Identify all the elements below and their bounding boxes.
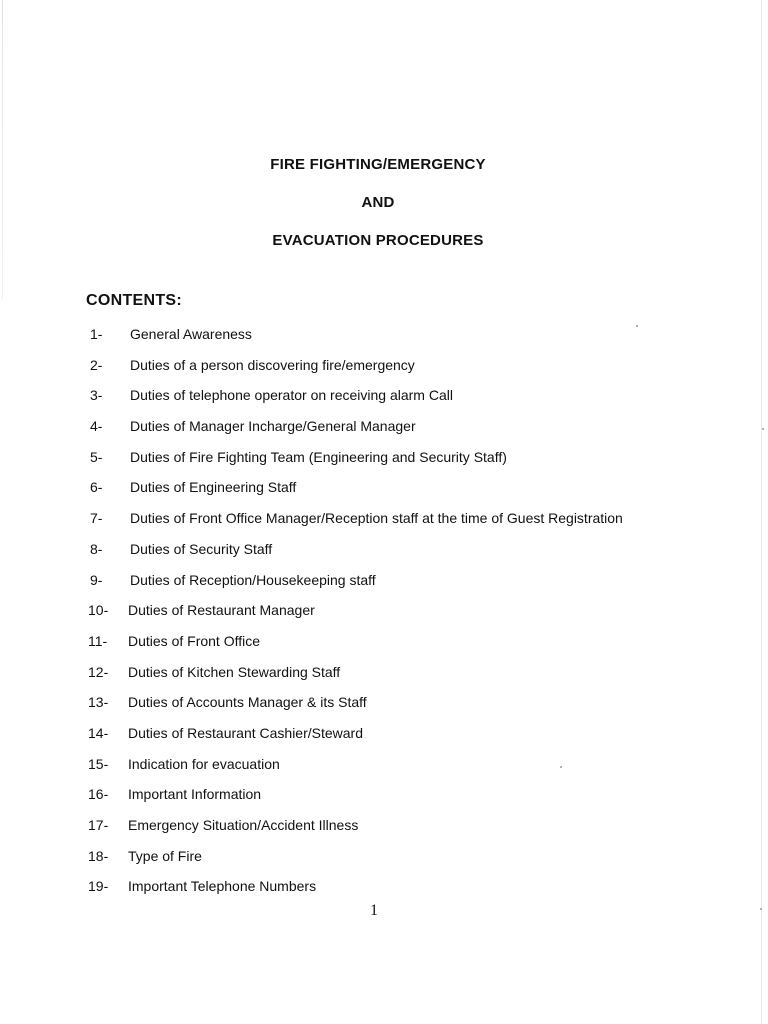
toc-item <box>0 447 740 478</box>
toc-item-number: 7- <box>90 510 103 527</box>
scan-speck <box>636 325 638 327</box>
toc-item <box>0 600 740 631</box>
toc-item-number: 3- <box>90 387 103 404</box>
toc-item <box>0 815 740 846</box>
toc-item-number: 6- <box>90 479 103 496</box>
toc-item-title: Duties of Reception/Housekeeping staff <box>130 571 376 588</box>
toc-item-title: Important Information <box>128 786 262 803</box>
toc-item-title: Important Telephone Numbers <box>128 878 317 895</box>
toc-item-title: Duties of Kitchen Stewarding Staff <box>128 663 341 680</box>
table-of-contents <box>0 324 740 907</box>
title-line-1: FIRE FIGHTING/EMERGENCY <box>270 156 486 173</box>
toc-item-number: 1- <box>90 326 103 342</box>
toc-item-title: Duties of Fire Fighting Team (Engineering and Security Staff) <box>130 448 507 465</box>
toc-item-title: Type of Fire <box>128 847 202 864</box>
toc-item <box>0 416 740 447</box>
toc-item <box>0 324 740 355</box>
toc-item-number: 4- <box>90 418 103 435</box>
toc-item-title: Duties of Front Office Manager/Reception staff at the time of Guest Registration <box>130 510 623 527</box>
toc-item <box>0 662 740 693</box>
toc-item-number: 15- <box>88 755 109 772</box>
toc-item <box>0 539 740 570</box>
toc-item <box>0 477 740 508</box>
toc-item-title: Duties of Restaurant Manager <box>128 602 315 619</box>
toc-item <box>0 355 740 386</box>
toc-item-title: Duties of Engineering Staff <box>130 479 297 496</box>
toc-item-title: Duties of Restaurant Cashier/Steward <box>128 724 363 741</box>
toc-item-title: Duties of Front Office <box>128 632 261 649</box>
toc-item <box>0 508 740 539</box>
toc-item-title: Duties of a person discovering fire/emergency <box>130 356 415 373</box>
toc-item-number: 10- <box>88 602 109 619</box>
toc-item-number: 14- <box>88 724 109 741</box>
toc-item-number: 9- <box>90 571 103 588</box>
toc-item-title: Duties of Security Staff <box>130 540 273 557</box>
toc-item <box>0 692 740 723</box>
toc-item-number: 12- <box>88 663 109 680</box>
toc-item-number: 5- <box>90 448 103 465</box>
toc-item-number: 16- <box>88 786 109 803</box>
toc-item-number: 19- <box>88 878 109 895</box>
scan-speck <box>760 908 762 910</box>
toc-item <box>0 754 740 785</box>
toc-item <box>0 784 740 815</box>
toc-item-title: General Awareness <box>130 326 252 342</box>
title-line-3: EVACUATION PROCEDURES <box>272 232 484 249</box>
toc-item-number: 13- <box>88 694 109 711</box>
page-number: 1 <box>370 902 378 919</box>
toc-item <box>0 631 740 662</box>
toc-item-title: Indication for evacuation <box>128 755 280 772</box>
toc-item-number: 11- <box>88 632 108 649</box>
toc-item <box>0 385 740 416</box>
toc-item <box>0 846 740 877</box>
toc-item-number: 18- <box>88 847 109 864</box>
toc-item-number: 8- <box>90 540 103 557</box>
scan-speck <box>762 428 764 430</box>
contents-heading: CONTENTS: <box>86 292 183 309</box>
toc-item-title: Duties of Accounts Manager & its Staff <box>128 694 367 711</box>
toc-item-number: 17- <box>88 817 109 833</box>
toc-item-title: Emergency Situation/Accident Illness <box>128 817 359 833</box>
toc-item <box>0 570 740 601</box>
toc-item-title: Duties of Manager Incharge/General Manager <box>130 418 416 435</box>
toc-item-title: Duties of telephone operator on receiving alarm Call <box>130 387 453 404</box>
toc-item-number: 2- <box>90 356 103 373</box>
scan-edge-right <box>761 0 762 1024</box>
toc-item <box>0 723 740 754</box>
title-line-2: AND <box>361 194 395 211</box>
document-title <box>0 155 756 269</box>
scan-speck <box>560 766 562 768</box>
